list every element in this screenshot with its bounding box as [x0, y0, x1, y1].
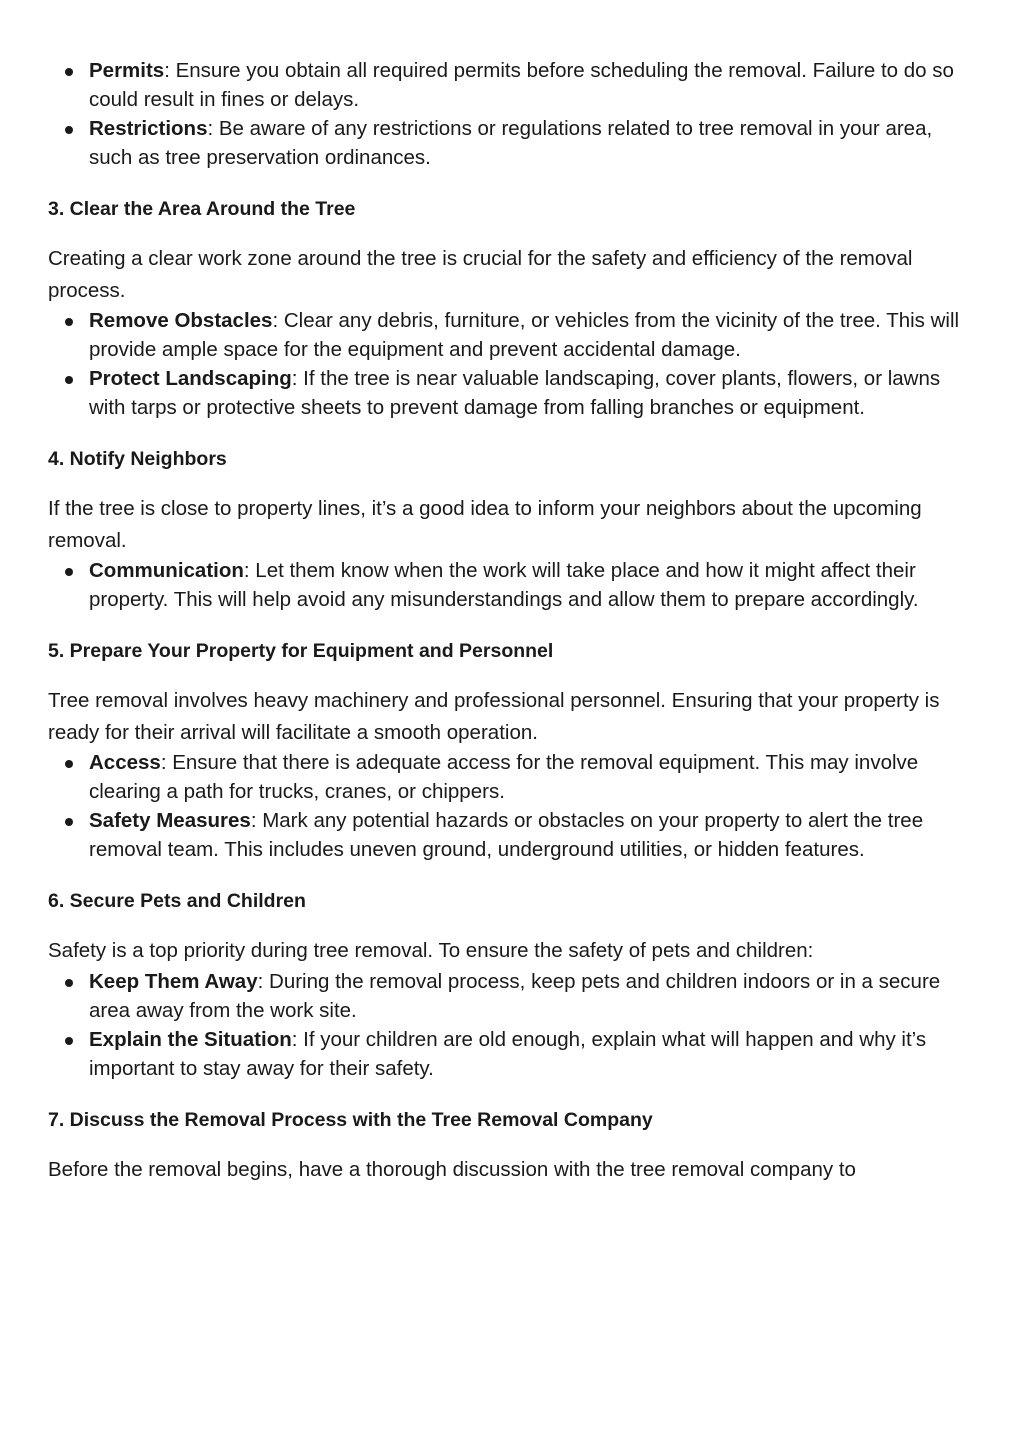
list-item: [48, 748, 978, 806]
list-item: [48, 806, 978, 864]
list-item-term: Restrictions: [89, 117, 208, 140]
list-item-text: : If your children are old enough, explain what will happen and why it’s important to stay away for their safety.: [89, 1027, 927, 1080]
list-item-term: Protect Landscaping: [89, 367, 292, 390]
section-bullet-list: [48, 967, 978, 1083]
list-item: [48, 306, 978, 364]
list-item: [48, 364, 978, 422]
list-item-text: : Clear any debris, furniture, or vehicles from the vicinity of the tree. This will provide ample space for the equipment and prevent accidental damage.: [89, 309, 960, 361]
list-item: [48, 967, 978, 1025]
section-heading: 4. Notify Neighbors: [48, 448, 227, 470]
list-item: [48, 56, 978, 114]
list-item-text: : If the tree is near valuable landscaping, cover plants, flowers, or lawns with tarps or protective sheets to prevent damage from falling branches or equipment.: [89, 367, 941, 419]
intro-bullet-list: [48, 56, 978, 172]
list-item-term: Safety Measures: [89, 809, 251, 832]
section-bullet-list: [48, 556, 978, 614]
section-heading: 3. Clear the Area Around the Tree: [48, 198, 356, 220]
list-item-text: : Let them know when the work will take place and how it might affect their property. This will help avoid any misunderstandings and allow them to prepare accordingly.: [89, 559, 919, 611]
list-item: [48, 1025, 978, 1083]
list-item-term: Permits: [89, 59, 165, 82]
list-item-term: Keep Them Away: [89, 969, 258, 993]
list-item: [48, 114, 978, 172]
section-heading: 7. Discuss the Removal Process with the Tree Removal Company: [48, 1108, 653, 1131]
list-item-term: Access: [89, 751, 161, 774]
section-heading: 5. Prepare Your Property for Equipment and Personnel: [48, 640, 554, 662]
section-paragraph: Before the removal begins, have a thorough discussion with the tree removal company to: [48, 1157, 856, 1181]
list-item-text: : During the removal process, keep pets and children indoors or in a secure area away from the work site.: [89, 969, 941, 1022]
list-item-text: : Be aware of any restrictions or regulations related to tree removal in your area, such as tree preservation ordinances.: [89, 117, 933, 169]
list-item-term: Explain the Situation: [89, 1027, 292, 1051]
list-item-text: : Mark any potential hazards or obstacles on your property to alert the tree removal team. This includes uneven ground, underground utilities, or hidden features.: [89, 809, 924, 861]
list-item-text: : Ensure that there is adequate access for the removal equipment. This may involve clearing a path for trucks, cranes, or chippers.: [89, 751, 919, 803]
section-paragraph: Safety is a top priority during tree removal. To ensure the safety of pets and children:: [48, 939, 814, 962]
list-item-text: : Ensure you obtain all required permits before scheduling the removal. Failure to do so could result in fines or delays.: [89, 59, 954, 111]
list-item: [48, 556, 978, 614]
section-paragraph: Tree removal involves heavy machinery and professional personnel. Ensuring that your property is ready for their arrival will facilitate a smooth operation.: [48, 689, 940, 744]
list-item-term: Communication: [89, 559, 244, 582]
section-paragraph: Creating a clear work zone around the tree is crucial for the safety and efficiency of the removal process.: [48, 247, 913, 302]
document-page: [48, 56, 978, 1185]
list-item-term: Remove Obstacles: [89, 309, 273, 332]
section-bullet-list: [48, 748, 978, 864]
section-bullet-list: [48, 306, 978, 422]
section-heading: 6. Secure Pets and Children: [48, 890, 306, 912]
section-paragraph: If the tree is close to property lines, it’s a good idea to inform your neighbors about the upcoming removal.: [48, 497, 922, 552]
